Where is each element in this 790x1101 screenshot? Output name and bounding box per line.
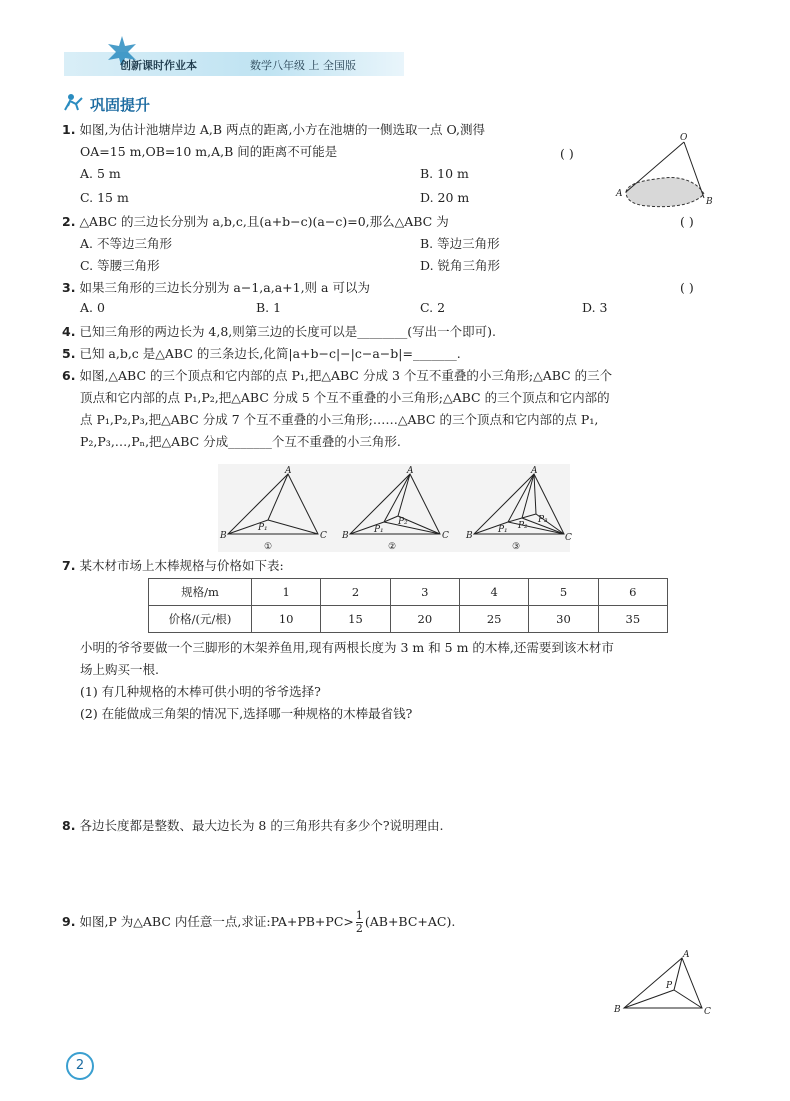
svg-text:B: B [342,531,349,541]
q7-spec-table [148,578,668,633]
q6-caption-3: ③ [512,542,521,552]
question-2: 2. △ABC 的三边长分别为 a,b,c,且(a+b−c)(a−c)=0,那么△ABC 为 [62,214,449,229]
svg-text:B: B [220,531,227,541]
table-cell: 20 [390,606,459,633]
table-cell: 35 [598,606,667,633]
q6-line1: 如图,△ABC 的三个顶点和它内部的点 P₁,把△ABC 分成 3 个互不重叠的小三角形;△ABC 的三个 [79,368,613,383]
section-figure-icon [62,92,88,112]
q1-option-b: B. 10 m [420,166,469,181]
q3-option-c: C. 2 [420,300,446,315]
table-cell: 6 [598,579,667,606]
q9-line1b: (AB+BC+AC). [364,914,456,929]
q1-label-a: A [616,189,623,199]
q2-option-c: C. 等腰三角形 [80,258,160,273]
question-4: 4. 已知三角形的两边长为 4,8,则第三边的长度可以是________(写出一个即可). [62,324,496,339]
q1-answer-paren: ( ) [560,146,574,161]
q1-line1: 如图,为估计池塘岸边 A,B 两点的距离,小方在池塘的一侧选取一点 O,测得 [79,122,485,137]
q1-option-a: A. 5 m [80,166,121,181]
q6-caption-1: ① [264,542,273,552]
svg-text:P₃: P₃ [538,515,548,525]
q7-sub2: (2) 在能做成三角架的情况下,选择哪一种规格的木棒最省钱? [80,706,413,721]
q2-option-a: A. 不等边三角形 [80,236,172,251]
table-cell: 10 [252,606,321,633]
table-cell: 2 [321,579,390,606]
q7-line1: 某木材市场上木棒规格与价格如下表: [79,558,284,573]
table-cell: 30 [529,606,598,633]
q3-line1: 如果三角形的三边长分别为 a−1,a,a+1,则 a 可以为 [79,280,370,295]
table-cell: 25 [459,606,528,633]
question-5: 5. 已知 a,b,c 是△ABC 的三条边长,化简|a+b−c|−|c−a−b|=_______. [62,346,461,361]
svg-text:C: C [442,531,449,541]
svg-text:A: A [285,466,292,476]
header-bar [64,52,404,76]
q1-option-d: D. 20 m [420,190,470,205]
q9-fraction: $\frac{1}{2}$ [355,909,363,935]
q3-option-a: A. 0 [80,300,105,315]
q9-line1a: 如图,P 为△ABC 内任意一点,求证:PA+PB+PC> [79,914,354,929]
svg-text:P₁: P₁ [258,523,268,533]
table-cell: 规格/m [149,579,252,606]
question-7: 7. 某木材市场上木棒规格与价格如下表: [62,558,284,573]
section-title: 巩固提升 [90,96,151,114]
question-9: 9. 如图,P 为△ABC 内任意一点,求证:PA+PB+PC> $\frac{1}{2}$ (AB+BC+AC). [62,909,456,935]
svg-text:P₂: P₂ [398,517,408,527]
q6-line4: P₂,P₃,…,Pₙ,把△ABC 分成_______个互不重叠的小三角形. [80,434,401,449]
q1-label-o: O [680,133,688,143]
table-cell: 3 [390,579,459,606]
page-number: 2 [66,1052,94,1080]
q9-triangle-figure [612,948,722,1018]
q6-line3: 点 P₁,P₂,P₃,把△ABC 分成 7 个互不重叠的小三角形;……△ABC 的三个顶点和它内部的点 P₁, [80,412,599,427]
q8-line1: 各边长度都是整数、最大边长为 8 的三角形共有多少个?说明理由. [79,818,444,833]
svg-text:A: A [531,466,538,476]
table-row [149,579,668,606]
q9-label-b: B [614,1005,621,1015]
svg-text:A: A [407,466,414,476]
table-cell: 4 [459,579,528,606]
table-cell: 1 [252,579,321,606]
table-cell: 15 [321,606,390,633]
q7-sub1: (1) 有几种规格的木棒可供小明的爷爷选择? [80,684,321,699]
table-row [149,606,668,633]
question-8: 8. 各边长度都是整数、最大边长为 8 的三角形共有多少个?说明理由. [62,818,444,833]
svg-text:P₁: P₁ [498,525,508,535]
q1-option-c: C. 15 m [80,190,129,205]
q1-pond-figure [608,130,718,212]
q2-option-d: D. 锐角三角形 [420,258,501,273]
table-cell: 价格/(元/根) [149,606,252,633]
q1-line2: OA=15 m,OB=10 m,A,B 间的距离不可能是 [80,144,338,159]
svg-text:C: C [320,531,327,541]
q3-answer-paren: ( ) [680,280,694,295]
header-title: 创新课时作业本 [120,59,197,72]
question-6: 6. 如图,△ABC 的三个顶点和它内部的点 P₁,把△ABC 分成 3 个互不重叠的小三角形;△ABC 的三个 [62,368,613,383]
q6-line2: 顶点和它内部的点 P₁,P₂,把△ABC 分成 5 个互不重叠的小三角形;△ABC 的三个顶点和它内部的 [80,390,610,405]
q6-figures [218,464,570,552]
q4-line1: 已知三角形的两边长为 4,8,则第三边的长度可以是________(写出一个即可). [79,324,496,339]
q2-option-b: B. 等边三角形 [420,236,500,251]
svg-text:B: B [466,531,473,541]
q3-option-b: B. 1 [256,300,282,315]
q2-answer-paren: ( ) [680,214,694,229]
question-1: 1. 如图,为估计池塘岸边 A,B 两点的距离,小方在池塘的一侧选取一点 O,测得 [62,122,485,137]
svg-text:P₂: P₂ [518,521,528,531]
q1-label-b: B [706,197,713,207]
q5-line1: 已知 a,b,c 是△ABC 的三条边长,化简|a+b−c|−|c−a−b|=_______. [79,346,461,361]
question-3: 3. 如果三角形的三边长分别为 a−1,a,a+1,则 a 可以为 [62,280,370,295]
svg-text:P₁: P₁ [374,525,384,535]
q2-line1: △ABC 的三边长分别为 a,b,c,且(a+b−c)(a−c)=0,那么△ABC 为 [79,214,449,229]
header-subtitle: 数学八年级 上 全国版 [250,59,356,72]
q9-label-a: A [683,950,690,960]
q9-label-c: C [704,1007,711,1017]
q3-option-d: D. 3 [582,300,608,315]
q9-label-p: P [666,981,673,991]
q7-line3: 场上购买一根. [80,662,159,677]
q6-caption-2: ② [388,542,397,552]
svg-text:C: C [565,533,572,543]
table-cell: 5 [529,579,598,606]
q7-line2: 小明的爷爷要做一个三脚形的木架养鱼用,现有两根长度为 3 m 和 5 m 的木棒,还需要到该木材市 [80,640,614,655]
